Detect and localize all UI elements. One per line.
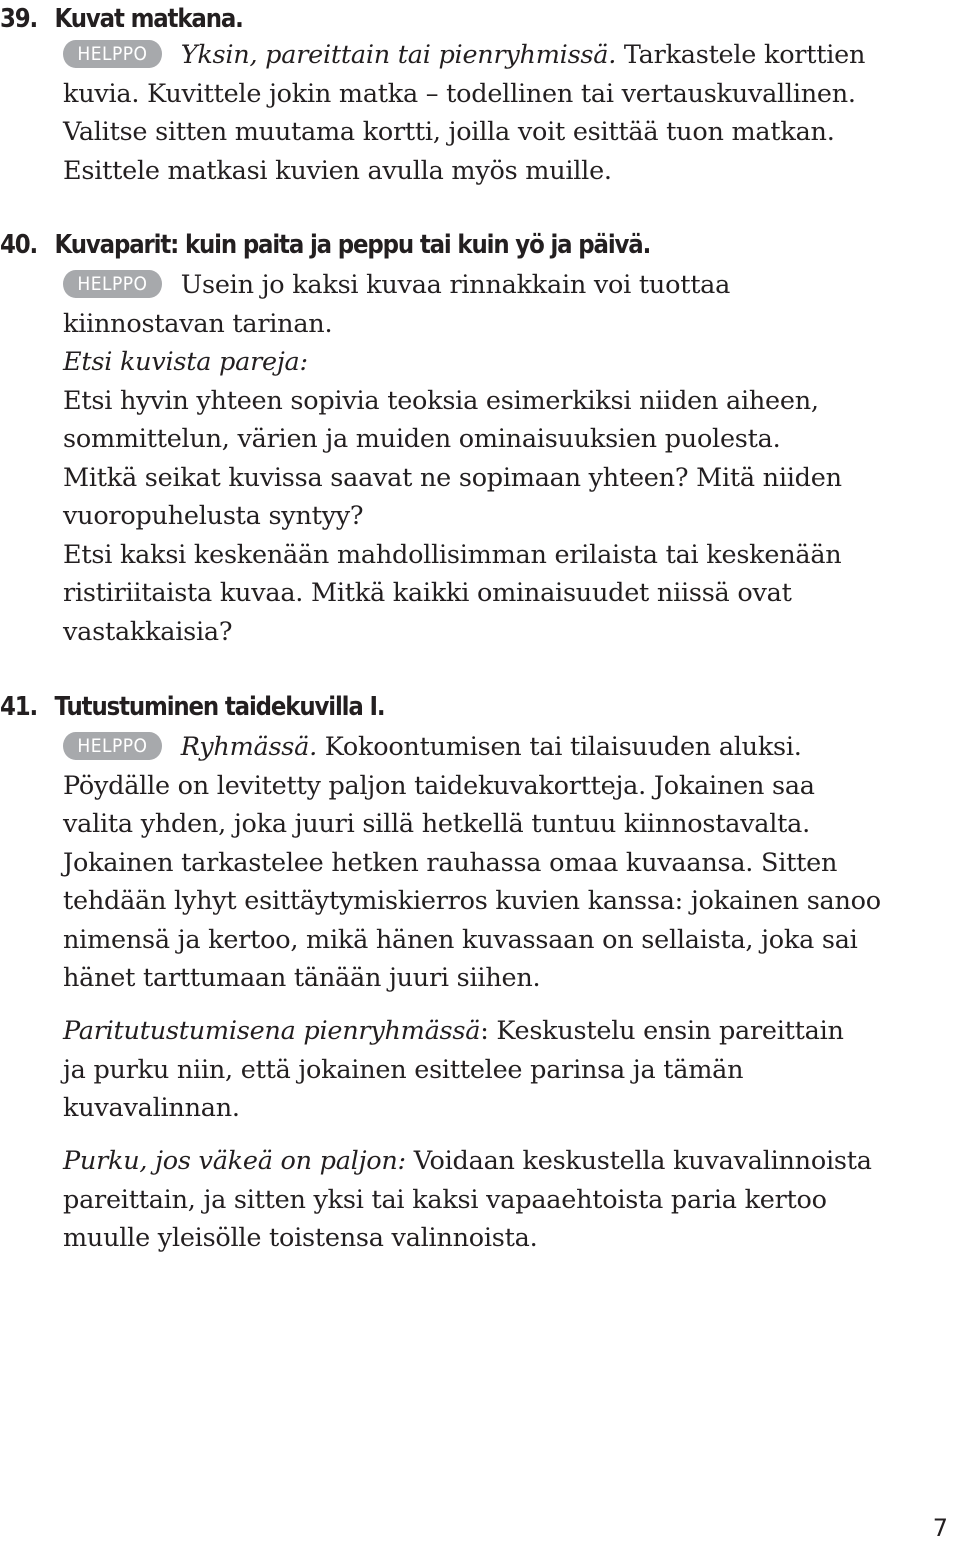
- text-line: pareittain, ja sitten yksi tai kaksi vapaaehtoista paria kertoo: [63, 1184, 827, 1215]
- text-line: hänet tarttumaan tänään juuri siihen.: [63, 963, 541, 993]
- difficulty-badge: HELPPO: [63, 270, 162, 298]
- section-39-body: [63, 36, 958, 190]
- text-line: Pöydälle on levitetty paljon taidekuvakortteja. Jokainen saa: [63, 770, 815, 801]
- text-line: kuvavalinnan.: [63, 1093, 240, 1123]
- text-line: Etsi hyvin yhteen sopivia teoksia esimerkiksi niiden aiheen,: [63, 385, 819, 416]
- text-line: valita yhden, joka juuri sillä hetkellä tuntuu kiinnostavalta.: [63, 809, 810, 839]
- subheading-italic: Etsi kuvista pareja:: [63, 347, 308, 377]
- text-line: kuvia. Kuvittele jokin matka – todellinen tai vertauskuvallinen.: [63, 78, 856, 109]
- page-number: 7: [932, 1514, 948, 1542]
- section-number: 41.: [0, 692, 38, 722]
- section-41-paragraph-1: [63, 728, 958, 998]
- text-line: [63, 1142, 958, 1181]
- text-line: Valitse sitten muutama kortti, joilla voit esittää tuon matkan.: [63, 117, 835, 147]
- text-run: Usein jo kaksi kuvaa rinnakkain voi tuottaa: [180, 270, 731, 300]
- text-line: [63, 1012, 958, 1051]
- text-line: vastakkaisia?: [63, 616, 233, 647]
- text-run: Tarkastele korttien: [616, 40, 866, 70]
- text-line: [63, 36, 958, 75]
- italic-lead: Paritutustumisena pienryhmässä: [63, 1016, 481, 1046]
- section-number: 39.: [0, 4, 38, 34]
- section-41-heading: [0, 688, 384, 726]
- section-41-paragraph-2: [63, 1012, 958, 1128]
- text-line: [63, 728, 958, 767]
- section-40-heading: [0, 226, 650, 264]
- text-line: kiinnostavan tarinan.: [63, 308, 333, 339]
- section-40-body: [63, 266, 958, 651]
- text-line: muulle yleisölle toistensa valinnoista.: [63, 1223, 538, 1253]
- text-line: Mitkä seikat kuvissa saavat ne sopimaan yhteen? Mitä niiden: [63, 462, 842, 493]
- text-line: tehdään lyhyt esittäytymiskierros kuvien kanssa: jokainen sanoo: [63, 886, 881, 916]
- section-title: Kuvat matkana.: [54, 4, 243, 34]
- text-line: ja purku niin, että jokainen esittelee parinsa ja tämän: [63, 1054, 744, 1085]
- section-title: Kuvaparit: kuin paita ja peppu tai kuin yö ja päivä.: [54, 230, 651, 260]
- italic-lead: Yksin, pareittain tai pienryhmissä.: [180, 40, 617, 70]
- text-line: Esittele matkasi kuvien avulla myös muille.: [63, 155, 612, 186]
- text-line: vuoropuhelusta syntyy?: [63, 501, 364, 531]
- text-run: : Keskustelu ensin pareittain: [480, 1016, 844, 1046]
- text-line: [63, 266, 958, 305]
- text-run: Voidaan keskustella kuvavalinnoista: [405, 1146, 872, 1176]
- difficulty-badge: HELPPO: [63, 732, 162, 760]
- section-number: 40.: [0, 230, 38, 260]
- italic-lead: Purku, jos väkeä on paljon:: [63, 1146, 406, 1176]
- difficulty-badge: HELPPO: [63, 40, 162, 68]
- italic-lead: Ryhmässä.: [180, 732, 317, 762]
- section-39-heading: [0, 0, 243, 38]
- text-line: nimensä ja kertoo, mikä hänen kuvassaan on sellaista, joka sai: [63, 924, 858, 955]
- text-line: Jokainen tarkastelee hetken rauhassa omaa kuvaansa. Sitten: [63, 847, 838, 878]
- text-run: Kokoontumisen tai tilaisuuden aluksi.: [316, 732, 802, 762]
- text-line: Etsi kaksi keskenään mahdollisimman erilaista tai keskenään: [63, 539, 842, 570]
- text-line: ristiriitaista kuvaa. Mitkä kaikki ominaisuudet niissä ovat: [63, 578, 792, 608]
- text-line: sommittelun, värien ja muiden ominaisuuksien puolesta.: [63, 424, 781, 454]
- section-title: Tutustuminen taidekuvilla I.: [54, 692, 385, 722]
- section-41-paragraph-3: [63, 1142, 958, 1258]
